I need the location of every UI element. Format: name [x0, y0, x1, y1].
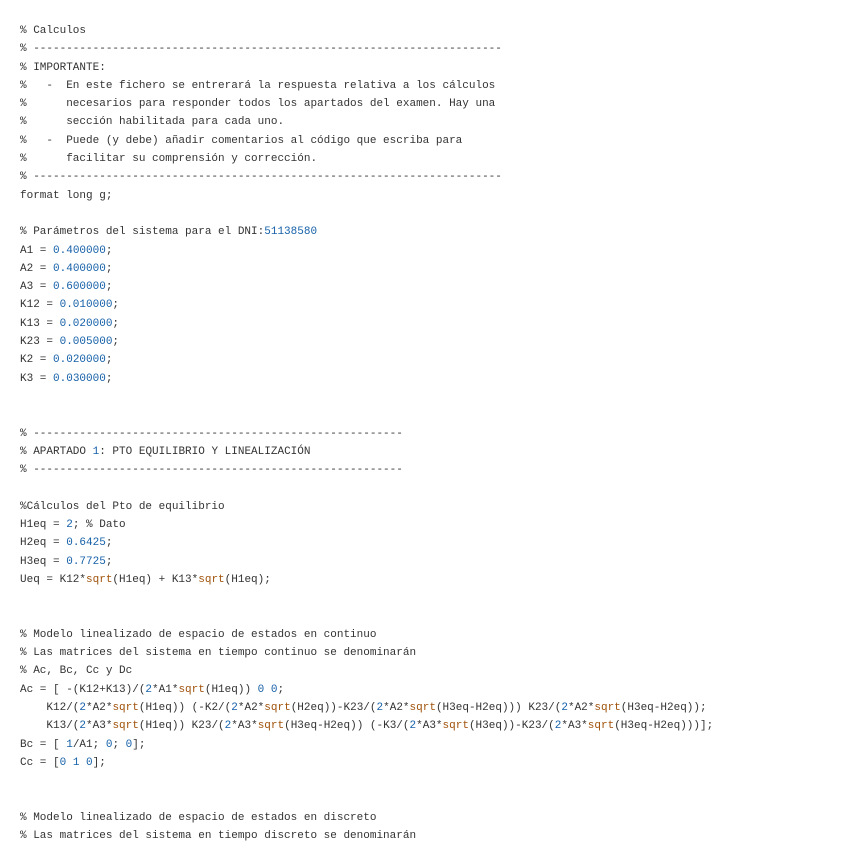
code-token: ;	[112, 738, 126, 751]
code-line[interactable]	[20, 827, 848, 845]
code-token: A3 =	[20, 281, 54, 294]
function-token: sqrt	[198, 573, 225, 586]
code-token: ;	[105, 555, 113, 568]
code-token: H3eq =	[20, 555, 67, 568]
code-token: *A3*	[416, 720, 443, 733]
code-line[interactable]	[20, 59, 848, 77]
number-token: 0.020000	[53, 354, 106, 367]
comment-token: % Modelo linealizado de espacio de estados en discreto	[20, 811, 377, 824]
code-token: Bc = [	[20, 738, 67, 751]
number-token: 0	[86, 756, 93, 769]
code-token: /A1;	[72, 738, 106, 751]
code-token: K13 =	[20, 317, 60, 330]
number-token: 2	[79, 701, 87, 714]
comment-token: % sección habilitada para cada uno.	[20, 116, 285, 129]
number-token: 1	[66, 738, 73, 751]
code-line[interactable]	[20, 626, 848, 644]
comment-token: % facilitar su comprensión y corrección.	[20, 153, 318, 166]
number-token: 0	[59, 756, 67, 769]
number-token: 0.400000	[53, 262, 106, 275]
number-token: 51138580	[264, 226, 318, 239]
comment-token: % --------------------------------------------------------	[20, 427, 403, 440]
code-token: K2 =	[20, 354, 54, 367]
code-line[interactable]	[20, 315, 848, 333]
number-token: 0.7725	[66, 555, 106, 568]
number-token: 2	[376, 701, 384, 714]
number-token: 0.600000	[53, 281, 106, 294]
code-token: ; % Dato	[72, 519, 126, 532]
code-token: K12/(	[20, 701, 80, 714]
code-token: ];	[92, 756, 106, 769]
number-token: 2	[224, 720, 232, 733]
code-line[interactable]	[20, 681, 848, 699]
code-line[interactable]	[20, 443, 848, 461]
code-token	[264, 684, 271, 696]
code-line[interactable]	[20, 498, 848, 516]
code-line[interactable]	[20, 370, 848, 388]
code-token: (H3eq))-K23/(	[468, 720, 555, 733]
code-token: (H1eq)) K23/(	[138, 720, 225, 733]
function-token: sqrt	[178, 683, 205, 696]
number-token: 2	[231, 701, 238, 714]
code-line[interactable]	[20, 479, 848, 497]
code-token: A1 =	[20, 244, 54, 257]
code-token: ;	[112, 299, 120, 312]
comment-token: % Ac, Bc, Cc y Dc	[20, 665, 133, 678]
code-token	[66, 757, 73, 769]
number-token: 0	[125, 738, 133, 751]
code-token: K12 =	[20, 299, 60, 312]
function-token: sqrt	[594, 701, 621, 714]
code-token: *A2*	[237, 701, 265, 714]
number-token: 2	[79, 720, 87, 733]
code-line[interactable]	[20, 113, 848, 131]
number-token: 0.030000	[53, 372, 106, 385]
code-line[interactable]	[20, 589, 848, 607]
comment-token: % IMPORTANTE:	[20, 61, 106, 74]
code-token: *A3*	[231, 720, 258, 733]
code-line[interactable]	[20, 717, 848, 735]
function-token: sqrt	[264, 701, 291, 714]
number-token: 0.020000	[59, 317, 113, 330]
code-line[interactable]	[20, 333, 848, 351]
function-token: sqrt	[442, 720, 469, 733]
code-line[interactable]	[20, 461, 848, 479]
code-line[interactable]	[20, 406, 848, 424]
code-line[interactable]	[20, 242, 848, 260]
comment-token: %Cálculos del Pto de equilibrio	[20, 500, 225, 513]
code-line[interactable]	[20, 809, 848, 827]
code-line[interactable]	[20, 534, 848, 552]
code-token: *A2*	[567, 701, 595, 714]
code-token: H1eq =	[20, 519, 67, 532]
comment-token: % --------------------------------------------------------	[20, 464, 403, 477]
code-line[interactable]	[20, 662, 848, 680]
code-line[interactable]	[20, 95, 848, 113]
code-token: (H1eq);	[224, 573, 271, 586]
code-token: ;	[105, 354, 113, 367]
code-token: (H3eq-H2eq));	[620, 701, 707, 714]
code-token: ;	[112, 317, 120, 330]
code-token: (H3eq-H2eq)))];	[614, 720, 714, 733]
function-token: sqrt	[112, 720, 139, 733]
comment-token: % - Puede (y debe) añadir comentarios al código que escriba para	[20, 134, 463, 147]
code-token: Cc = [	[20, 756, 60, 769]
code-line[interactable]	[20, 223, 848, 241]
code-line[interactable]	[20, 187, 848, 205]
code-token: ;	[112, 336, 120, 349]
code-token: *A3*	[561, 720, 588, 733]
code-token: *A2*	[383, 701, 410, 714]
number-token: 0.010000	[59, 299, 113, 312]
code-line[interactable]	[20, 790, 848, 808]
code-line[interactable]	[20, 425, 848, 443]
code-token: (H1eq))	[204, 683, 258, 696]
code-token: ;	[277, 683, 285, 696]
number-token: 0.6425	[66, 537, 106, 550]
code-token: format long g;	[20, 189, 113, 202]
code-line[interactable]	[20, 388, 848, 406]
code-token: A2 =	[20, 262, 54, 275]
code-token: *A3*	[86, 720, 113, 733]
code-line[interactable]	[20, 132, 848, 150]
code-line[interactable]	[20, 699, 848, 717]
code-token: (H2eq))-K23/(	[290, 701, 377, 714]
code-line[interactable]	[20, 553, 848, 571]
code-line[interactable]	[20, 77, 848, 95]
comment-token: % -----------------------------------------------------------------------	[20, 171, 502, 184]
comment-token: : PTO EQUILIBRIO Y LINEALIZACIÓN	[99, 445, 311, 458]
code-line[interactable]	[20, 150, 848, 168]
code-token: H2eq =	[20, 537, 67, 550]
code-line[interactable]	[20, 278, 848, 296]
comment-token: % necesarios para responder todos los apartados del examen. Hay una	[20, 98, 496, 111]
number-token: 0.400000	[53, 244, 106, 257]
code-line[interactable]	[20, 260, 848, 278]
code-token: K23 =	[20, 336, 60, 349]
code-token: ;	[105, 537, 113, 550]
code-line[interactable]	[20, 754, 848, 772]
code-token: Ac = [ -(K12+K13)/(	[20, 683, 146, 696]
code-line[interactable]	[20, 736, 848, 754]
number-token: 2	[409, 720, 417, 733]
function-token: sqrt	[587, 720, 615, 733]
number-token: 2	[145, 683, 153, 696]
code-line[interactable]	[20, 22, 848, 40]
code-token: *A2*	[86, 701, 113, 714]
comment-token: % Las matrices del sistema en tiempo continuo se denominarán	[20, 647, 417, 660]
comment-token: % Calculos	[20, 25, 87, 37]
code-token: (H1eq) + K13*	[112, 573, 199, 586]
function-token: sqrt	[257, 720, 285, 733]
code-editor[interactable]	[20, 22, 848, 845]
code-line[interactable]	[20, 168, 848, 186]
code-line[interactable]	[20, 772, 848, 790]
number-token: 2	[554, 720, 562, 733]
number-token: 0.005000	[59, 336, 113, 349]
function-token: sqrt	[112, 701, 139, 714]
number-token: 0	[105, 738, 113, 751]
comment-token: % Parámetros del sistema para el DNI:	[20, 226, 265, 239]
number-token: 1	[92, 445, 100, 458]
code-token: ];	[132, 738, 146, 751]
comment-token: % Las matrices del sistema en tiempo discreto se denominarán	[20, 830, 417, 843]
function-token: sqrt	[409, 701, 436, 714]
number-token: 2	[561, 701, 568, 714]
code-token: K13/(	[20, 720, 80, 733]
code-line[interactable]	[20, 351, 848, 369]
comment-token: % -----------------------------------------------------------------------	[20, 43, 502, 56]
function-token: sqrt	[86, 573, 113, 586]
code-token: (H3eq-H2eq))) K23/(	[435, 701, 562, 714]
code-token: ;	[105, 372, 113, 385]
number-token: 1	[72, 756, 80, 769]
code-token: ;	[105, 281, 113, 294]
code-line[interactable]	[20, 205, 848, 223]
code-token: (H1eq)) (-K2/(	[138, 701, 232, 714]
comment-token: % APARTADO	[20, 445, 93, 458]
code-line[interactable]	[20, 608, 848, 626]
code-token: (H3eq-H2eq)) (-K3/(	[284, 720, 410, 733]
code-line[interactable]	[20, 644, 848, 662]
code-token: *A1*	[152, 683, 179, 696]
comment-token: % - En este fichero se entrerará la respuesta relativa a los cálculos	[20, 79, 496, 92]
code-line[interactable]	[20, 516, 848, 534]
code-token: K3 =	[20, 372, 54, 385]
code-line[interactable]	[20, 571, 848, 589]
number-token: 0	[270, 683, 278, 696]
comment-token: % Modelo linealizado de espacio de estados en continuo	[20, 628, 377, 641]
code-line[interactable]	[20, 296, 848, 314]
number-token: 0	[257, 683, 265, 696]
code-token: ;	[105, 244, 113, 257]
code-token: Ueq = K12*	[20, 573, 87, 586]
code-line[interactable]	[20, 40, 848, 58]
number-token: 2	[66, 519, 73, 532]
code-token: ;	[105, 262, 113, 275]
